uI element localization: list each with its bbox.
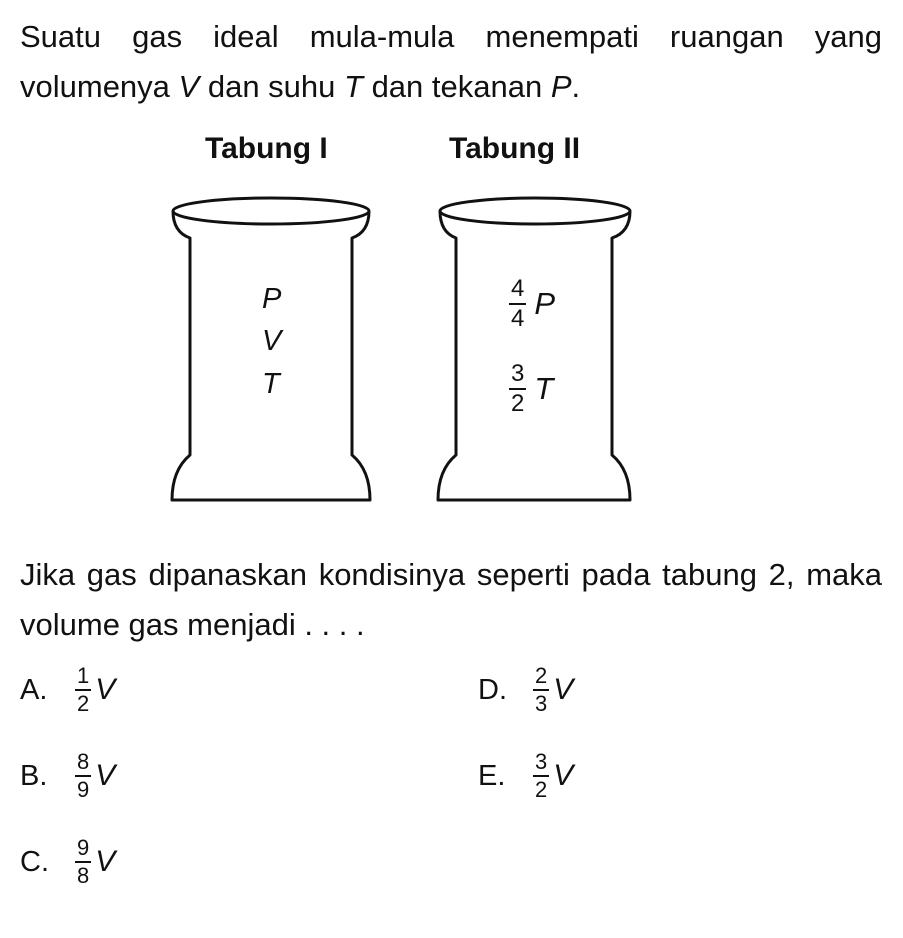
tube-2-temperature-num: 3 (509, 362, 526, 390)
option-a-den: 2 (77, 691, 90, 716)
tube-2-temperature (509, 362, 553, 416)
option-c-fraction (75, 837, 91, 887)
option-a-var: V (95, 673, 116, 706)
tube-2-pressure (509, 277, 555, 331)
option-a-letter: A. (20, 673, 48, 706)
tube-2-title: Tabung II (449, 132, 581, 165)
option-b-den: 9 (77, 777, 90, 802)
intro-var-t: T (344, 69, 363, 104)
intro-text-d: . (571, 69, 581, 104)
tube-2-pressure-num: 4 (509, 277, 526, 305)
option-e-den: 2 (535, 777, 548, 802)
intro-var-p: P (550, 69, 572, 104)
tube-2-temperature-den: 2 (511, 390, 525, 417)
question-text: Jika gas dipanaskan kondisinya seperti pada tabung 2, maka volume gas menjadi . . . . (20, 557, 882, 642)
option-a-num: 1 (75, 665, 91, 691)
option-e-var: V (553, 759, 574, 792)
tube-1-temperature: T (262, 368, 280, 400)
intro-text-b: dan suhu (199, 69, 345, 104)
option-b (20, 751, 115, 801)
option-c (20, 837, 115, 887)
option-e (478, 751, 573, 801)
intro-text-c: dan tekanan (362, 69, 551, 104)
tube-2-shape (438, 198, 630, 500)
tube-1-title: Tabung I (205, 132, 328, 165)
tube-2-temperature-var: T (534, 371, 554, 406)
tube-1-pressure: P (262, 283, 282, 315)
option-b-var: V (95, 759, 116, 792)
option-d-num: 2 (533, 665, 549, 691)
option-b-letter: B. (20, 759, 48, 792)
option-d-fraction (533, 665, 549, 715)
option-e-letter: E. (478, 759, 506, 792)
tube-2-pressure-fraction (509, 277, 526, 331)
tube-2-pressure-den: 4 (511, 305, 525, 332)
option-d-den: 3 (535, 691, 548, 716)
option-b-num: 8 (75, 751, 91, 777)
option-a-fraction (75, 665, 91, 715)
option-a (20, 665, 115, 715)
option-e-num: 3 (533, 751, 549, 777)
intro-text-a: Suatu gas ideal mula-mula menempati ruangan yang volumenya (20, 19, 882, 104)
option-c-letter: C. (20, 845, 49, 878)
option-d (478, 665, 573, 715)
option-e-fraction (533, 751, 549, 801)
option-c-var: V (95, 845, 116, 878)
option-c-num: 9 (75, 837, 91, 863)
tube-2-temperature-fraction (509, 362, 526, 416)
option-d-letter: D. (478, 673, 507, 706)
intro-var-v: V (178, 69, 200, 104)
tube-2-pressure-var: P (534, 286, 556, 321)
tube-1-volume: V (262, 325, 282, 357)
option-b-fraction (75, 751, 91, 801)
option-d-var: V (553, 673, 574, 706)
option-c-den: 8 (77, 863, 90, 888)
